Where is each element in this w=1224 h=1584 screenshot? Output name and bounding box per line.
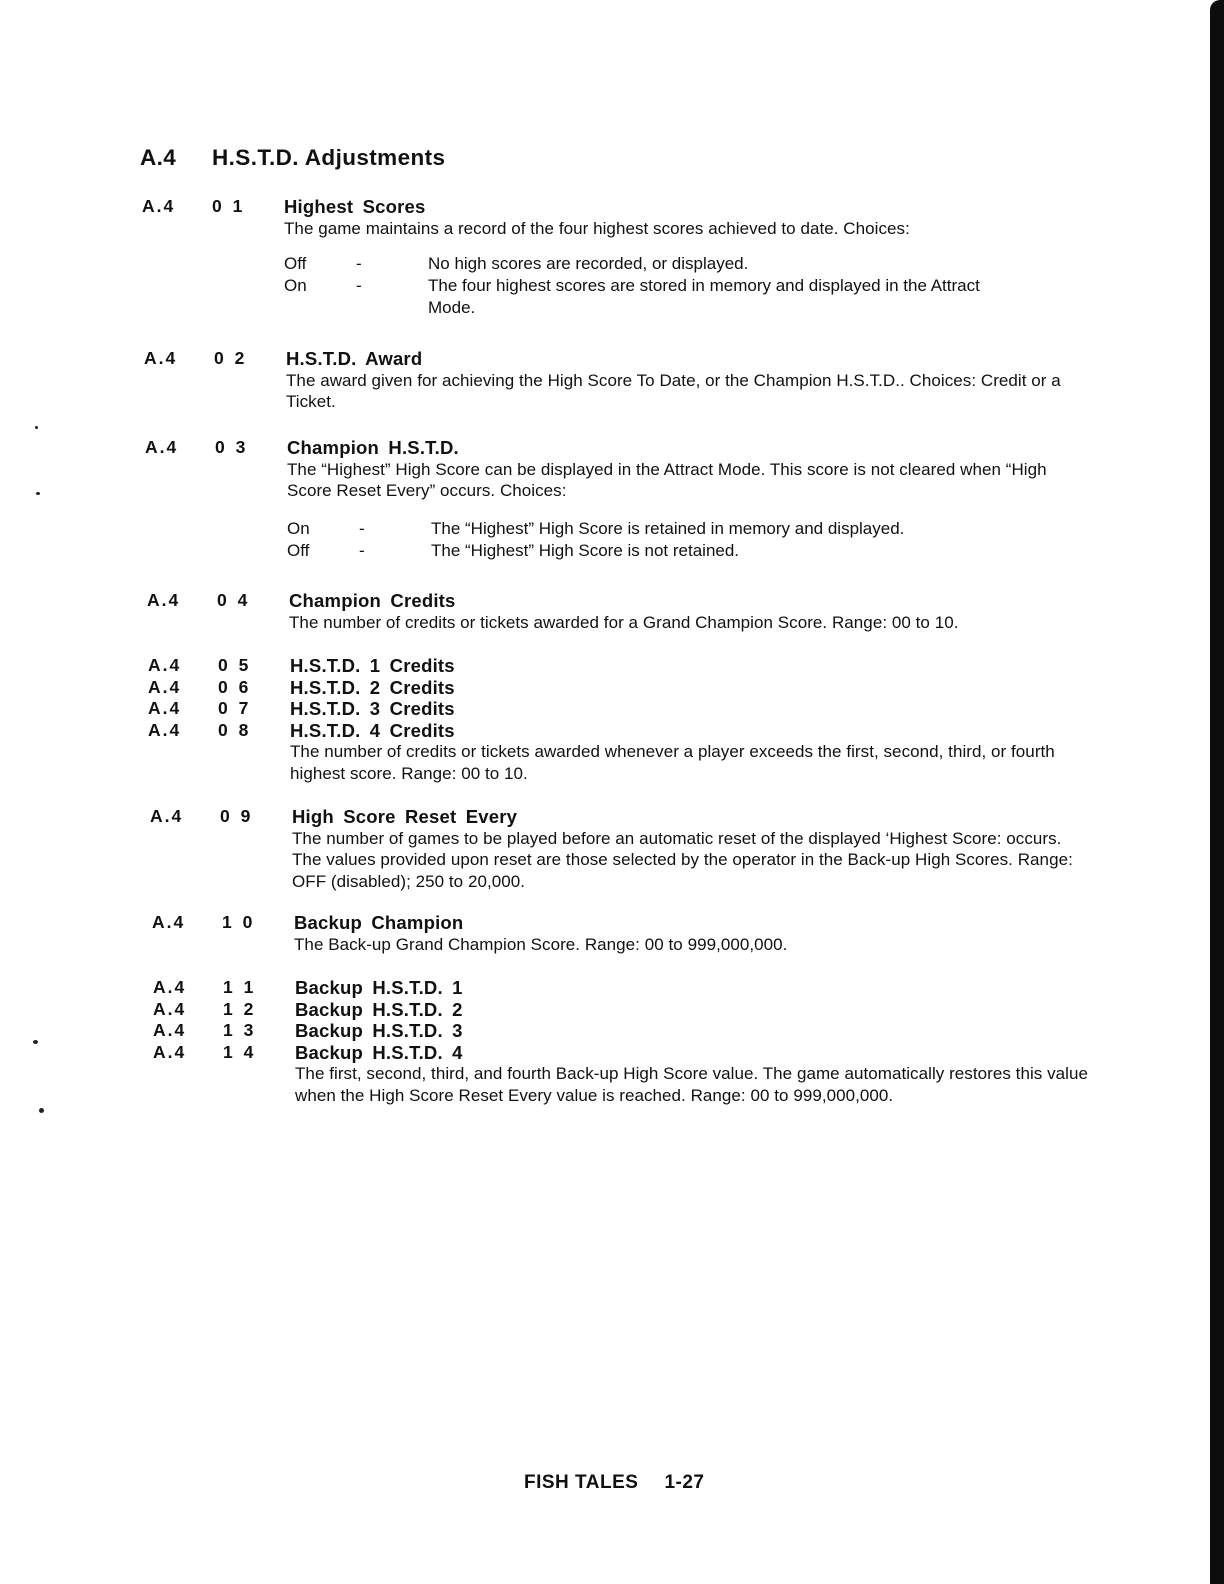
entry-code-line (150, 806, 1224, 828)
entry-section: A.4 (148, 719, 182, 740)
entry-section: A.4 (144, 348, 178, 368)
entry-number: 0 4 (217, 590, 251, 610)
entry-name: Backup Champion (294, 912, 464, 933)
entry-section: A.4 (153, 998, 187, 1019)
entry-number: 0 1 (212, 196, 246, 216)
choice-dash: - (356, 254, 362, 274)
entry-code-line (147, 590, 1224, 612)
choice-option: Off (284, 254, 307, 274)
adjustment-entry (0, 912, 1224, 955)
choice-text: The “Highest” High Score is not retained. (431, 541, 740, 561)
section-heading (140, 145, 445, 171)
entry-description: The number of credits or tickets awarded whenever a player exceeds the first, second, third, or fourth highest score. Range: 00 to 10. (290, 742, 1055, 784)
adjustment-entry (0, 196, 1224, 319)
entry-description: The number of games to be played before an automatic reset of the displayed ‘Highest Score: occurs. The values provided upon reset are those selected by the operator in the Back-up High Scores. Range: OFF (disabled); 250 to 20,000. (292, 828, 1073, 892)
adjustment-entry (0, 806, 1224, 893)
entry-section: A.4 (152, 912, 186, 932)
scan-speck (39, 1108, 44, 1113)
entry-code-line (153, 1042, 1224, 1064)
entry-code-line (145, 437, 1224, 459)
page-number: 1-27 (664, 1472, 705, 1493)
entry-section: A.4 (147, 590, 181, 610)
entry-name: H.S.T.D. 2 Credits (290, 676, 455, 698)
entry-name: Backup H.S.T.D. 1 (295, 977, 463, 998)
heading-title: H.S.T.D. Adjustments (212, 145, 446, 170)
footer-title: FISH TALES (524, 1472, 639, 1493)
entry-number: 1 4 (223, 1041, 257, 1062)
entry-code-line (152, 912, 1224, 934)
entry-section: A.4 (153, 1020, 187, 1041)
entry-number: 0 8 (218, 719, 252, 740)
choice-item (287, 518, 1224, 540)
entry-description: The Back-up Grand Champion Score. Range: 00 to 999,000,000. (294, 934, 788, 954)
choice-dash: - (359, 541, 365, 561)
page-footer (524, 1472, 704, 1494)
entry-code-line (153, 999, 1224, 1021)
entry-description: The number of credits or tickets awarded for a Grand Champion Score. Range: 00 to 10. (289, 612, 959, 632)
adjustment-entry (0, 977, 1224, 1107)
entry-description: The game maintains a record of the four highest scores achieved to date. Choices: (284, 218, 910, 238)
entry-code-line (148, 698, 1224, 720)
entry-name: Champion Credits (289, 590, 456, 611)
entry-section: A.4 (153, 1041, 187, 1062)
entry-description: The “Highest” High Score can be displayed in the Attract Mode. This score is not cleared when “High Score Reset Every” occurs. Choices: (287, 459, 1047, 501)
heading-section-number: A.4 (140, 145, 177, 170)
entry-section: A.4 (148, 676, 182, 697)
entry-name: Backup H.S.T.D. 2 (295, 998, 463, 1020)
entry-code-line (142, 196, 1224, 218)
choice-text: No high scores are recorded, or displayed. (428, 254, 749, 274)
entry-code-line (153, 1020, 1224, 1042)
entry-name: H.S.T.D. Award (286, 348, 423, 369)
choice-list (287, 518, 1224, 562)
adjustment-entry (0, 655, 1224, 785)
entry-name: High Score Reset Every (292, 806, 518, 827)
entry-code-line (153, 977, 1224, 999)
entry-section: A.4 (142, 196, 176, 216)
entry-name: H.S.T.D. 1 Credits (290, 655, 455, 676)
choice-item (284, 275, 988, 319)
entry-section: A.4 (148, 655, 182, 675)
entry-section: A.4 (145, 437, 179, 457)
entry-section: A.4 (153, 977, 187, 997)
entry-name: Highest Scores (284, 196, 426, 217)
choice-list (284, 253, 1224, 319)
entry-number: 0 6 (218, 676, 252, 697)
scan-speck (35, 426, 38, 429)
entry-number: 0 9 (220, 806, 254, 826)
entry-code-line (144, 348, 1224, 370)
entry-number: 0 7 (218, 698, 252, 719)
choice-text: The “Highest” High Score is retained in memory and displayed. (431, 519, 905, 539)
entry-code-line (148, 677, 1224, 699)
entry-name: Backup H.S.T.D. 4 (295, 1041, 463, 1063)
entry-number: 1 0 (222, 912, 256, 932)
entry-name: Backup H.S.T.D. 3 (295, 1020, 463, 1042)
entry-number: 1 2 (223, 998, 257, 1019)
entry-description: The award given for achieving the High Score To Date, or the Champion H.S.T.D.. Choices: Credit or a Ticket. (286, 370, 1061, 412)
entry-number: 0 5 (218, 655, 252, 675)
entry-number: 0 3 (215, 437, 249, 457)
entry-code-line (148, 655, 1224, 677)
entry-number: 0 2 (214, 348, 248, 368)
choice-item (287, 540, 1224, 562)
adjustment-entry (0, 590, 1224, 633)
choice-option: On (284, 276, 307, 296)
entry-name: H.S.T.D. 4 Credits (290, 719, 455, 741)
adjustment-entry (0, 437, 1224, 562)
choice-option: Off (287, 541, 310, 561)
choice-option: On (287, 519, 310, 539)
entry-section: A.4 (148, 698, 182, 719)
choice-dash: - (359, 519, 365, 539)
entry-number: 1 3 (223, 1020, 257, 1041)
choice-text: The four highest scores are stored in memory and displayed in the Attract Mode. (428, 276, 980, 318)
entry-section: A.4 (150, 806, 184, 826)
entry-number: 1 1 (223, 977, 257, 997)
entry-name: H.S.T.D. 3 Credits (290, 698, 455, 720)
entry-description: The first, second, third, and fourth Back-up High Score value. The game automatically restores this value when the High Score Reset Every value is reached. Range: 00 to 999,000,000. (295, 1064, 1088, 1106)
entry-name: Champion H.S.T.D. (287, 437, 459, 458)
choice-item (284, 253, 1224, 275)
entry-code-line (148, 720, 1224, 742)
choice-dash: - (356, 276, 362, 296)
adjustment-entry (0, 348, 1224, 413)
